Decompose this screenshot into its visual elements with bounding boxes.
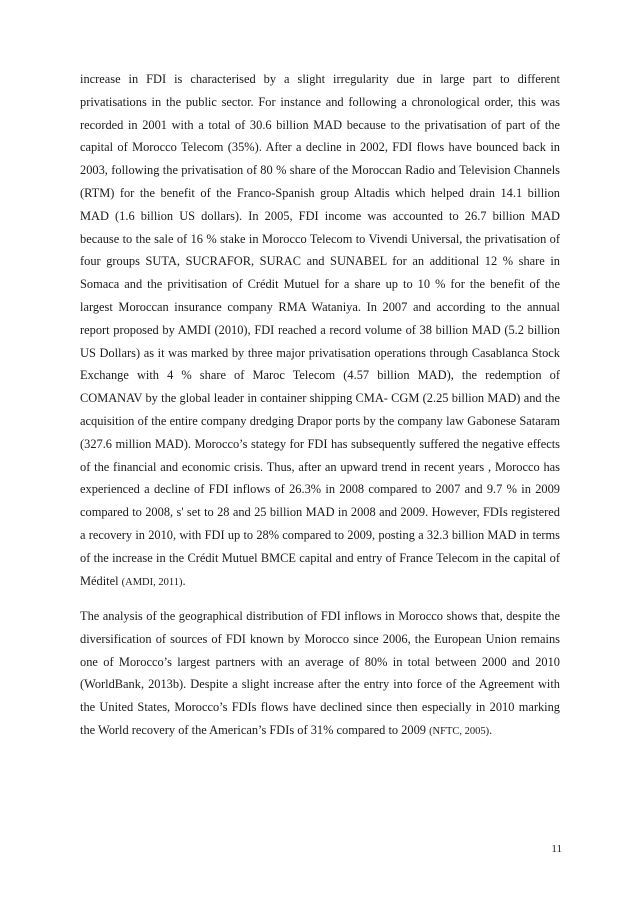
paragraph-1-text: increase in FDI is characterised by a slight irregularity due in large part to different privatisations in the public sector. For instance and following a chronological order, this was recorded in 2001 with a total of 30.6 billion MAD because to the privatisation of part of the capital of Morocco Telecom (35%). After a decline in 2002, FDI flows have bounced back in 2003, following the privatisation of 80 % share of the Moroccan Radio and Television Channels (RTM) for the benefit of the Franco-Spanish group Altadis which helped drain 14.1 billion MAD (1.6 billion US dollars). In 2005, FDI income was accounted to 26.7 billion MAD because to the sale of 16 % stake in Morocco Telecom to Vivendi Universal, the privatisation of four groups SUTA, SUCRAFOR, SURAC and SUNABEL for an additional 12 % share in Somaca and the privitisation of Crédit Mutuel for a share up to 10 % for the benefit of the largest Moroccan insurance company RMA Wataniya. In 2007 and according to the annual report proposed by AMDI (2010), FDI reached a record volume of 38 billion MAD (5.2 billion US Dollars) as it was marked by three major privatisation operations through Casablanca Stock Exchange with 4 % share of Maroc Telecom (4.57 billion MAD), the redemption of COMANAV by the global leader in container shipping CMA- CGM (2.25 billion MAD) and the acquisition of the entire company dredging Drapor ports by the company law Gabonese Sataram (327.6 million MAD). Morocco’s stategy for FDI has subsequently suffered the negative effects of the financial and economic crisis. Thus, after an upward trend in recent years , Morocco has experienced a decline of FDI inflows of 26.3% in 2008 compared to 2007 and 9.7 % in 2009 compared to 2008, s' set to 28 and 25 billion MAD in 2008 and 2009. However, FDIs registered a recovery in 2010, with FDI up to 28% compared to 2009, posting a 32.3 billion MAD in terms of the increase in the Crédit Mutuel BMCE capital and entry of France Telecom in the capital of Méditel — [80, 72, 560, 588]
paragraph-2-citation: (NFTC, 2005) — [429, 725, 490, 737]
body-paragraph-1 — [80, 68, 560, 594]
paragraph-2-end: . — [489, 722, 493, 737]
page-number: 11 — [551, 843, 562, 855]
paragraph-1-citation: (AMDI, 2011) — [121, 576, 183, 588]
body-paragraph-2 — [80, 605, 560, 744]
paragraph-2-text: The analysis of the geographical distribution of FDI inflows in Morocco shows that, despite the diversification of sources of FDI known by Morocco since 2006, the European Union remains one of Morocco’s largest partners with an average of 80% in total between 2000 and 2010 (WorldBank, 2013b). Despite a slight increase after the entry into force of the Agreement with the United States, Morocco’s FDIs flows have declined since then especially in 2010 marking the World recovery of the American’s FDIs of 31% compared to 2009 — [80, 609, 560, 737]
paragraph-1-end: . — [182, 573, 186, 588]
